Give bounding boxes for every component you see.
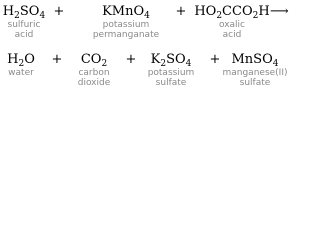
product-formula: $H_2O$	[7, 52, 35, 69]
reactant-name-line: acid	[14, 30, 34, 40]
reactant-oxalic-acid	[194, 4, 270, 40]
reactant-sulfuric-acid	[2, 4, 46, 40]
reactant-name	[93, 20, 159, 40]
product-name	[148, 68, 195, 88]
product-name	[78, 68, 111, 88]
product-name-line: water	[8, 68, 34, 78]
plus-sign: +	[125, 52, 137, 67]
plus-sign: +	[53, 4, 65, 19]
reactant-formula: $H_2SO_4$	[2, 4, 46, 21]
reactants-row	[0, 4, 290, 52]
product-name-line: carbon	[78, 68, 110, 78]
reactant-name-line: sulfuric	[7, 20, 41, 30]
product-manganese-sulfate	[222, 52, 288, 88]
reactant-name	[219, 20, 245, 40]
plus-sign: +	[51, 52, 63, 67]
plus-sign: +	[175, 4, 187, 19]
reactant-formula: KMnO$_4$	[102, 4, 150, 21]
product-potassium-sulfate	[142, 52, 200, 88]
product-formula: $CO_2$	[80, 52, 108, 69]
plus-sign: +	[209, 52, 221, 67]
reactant-name-line: oxalic	[218, 20, 246, 30]
reactant-name	[8, 20, 41, 40]
product-name-line: sulfate	[155, 78, 187, 88]
product-water	[4, 52, 38, 78]
product-name-line: dioxide	[77, 78, 111, 88]
reactant-potassium-permanganate	[84, 4, 168, 40]
reaction-arrow: ⟶	[270, 4, 289, 19]
product-name	[8, 68, 34, 78]
product-name-line: potassium	[147, 68, 195, 78]
product-formula: MnSO$_4$	[231, 52, 279, 69]
products-row	[0, 52, 290, 100]
reactant-name-line: potassium	[102, 20, 150, 30]
product-name	[222, 68, 287, 88]
product-name-line: sulfate	[239, 78, 271, 88]
product-formula: $K_2SO_4$	[150, 52, 192, 69]
product-name-line: manganese(II)	[222, 68, 288, 78]
reactant-formula: $HO_2CCO_2H$	[194, 4, 270, 21]
reactant-name-line: permanganate	[92, 30, 160, 40]
reactant-name-line: acid	[222, 30, 242, 40]
product-carbon-dioxide	[74, 52, 114, 88]
